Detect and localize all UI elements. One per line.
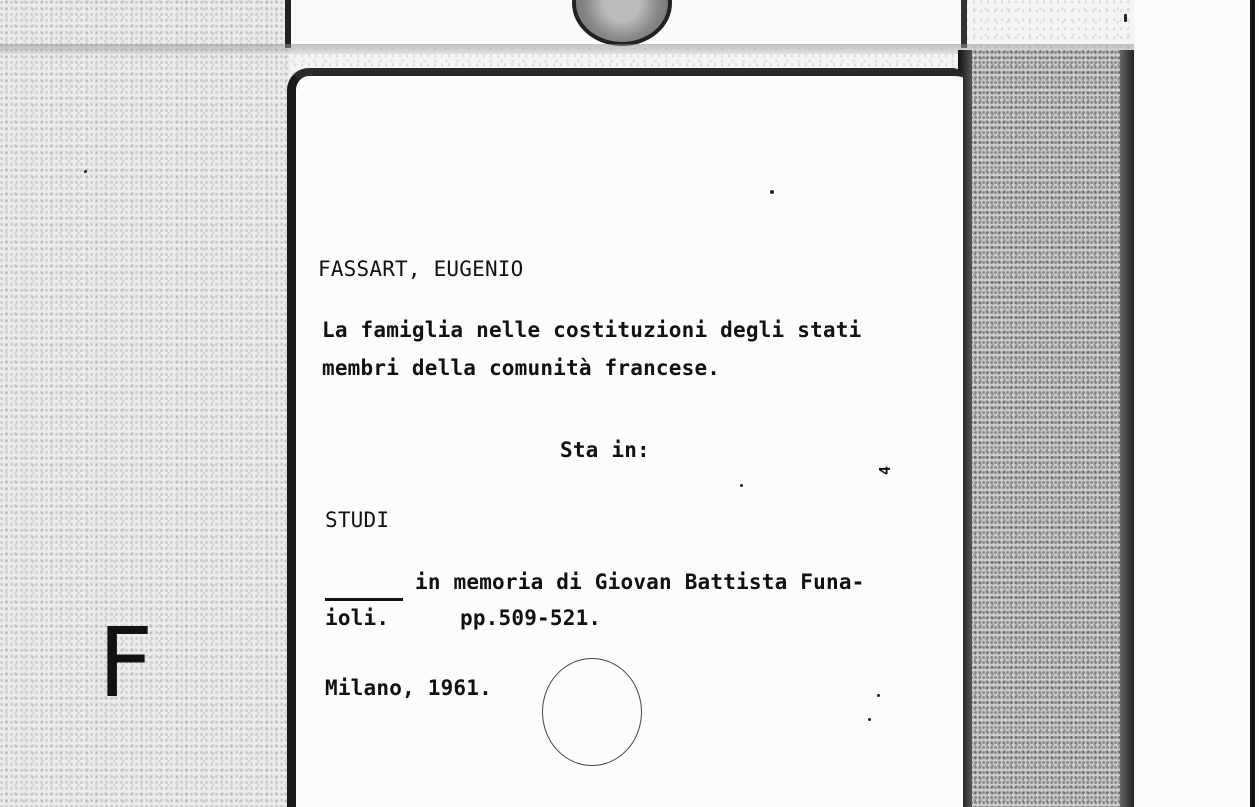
- ditto-dash: [325, 598, 403, 601]
- card-punch-hole: [542, 658, 642, 766]
- shelf-mark: 4: [876, 465, 894, 476]
- card-subtitle-line-2: ioli.: [325, 606, 390, 630]
- right-card-stack: [958, 50, 1134, 807]
- drawer-letter-label: F: [98, 607, 154, 719]
- dust-speck: [740, 484, 743, 487]
- card-title-line-2: membri della comunità francese.: [322, 356, 721, 380]
- dust-speck: [84, 170, 87, 173]
- dust-speck: [1124, 14, 1127, 22]
- dust-speck: [770, 190, 774, 194]
- card-place-year: Milano, 1961.: [325, 676, 492, 700]
- far-right-margin: [1134, 0, 1259, 807]
- card-pages: pp.509-521.: [460, 606, 602, 630]
- card-volume-title: STUDI: [325, 508, 390, 532]
- dust-speck: [868, 718, 871, 721]
- card-author: FASSART, EUGENIO: [318, 257, 524, 281]
- contained-in-label: Sta in:: [560, 438, 650, 462]
- card-subtitle-line-1: in memoria di Giovan Battista Funa-: [415, 570, 865, 594]
- far-right-border: [1250, 0, 1255, 807]
- card-stack-edge-right: [1120, 50, 1134, 807]
- card-title-line-1: La famiglia nelle costituzioni degli stati: [322, 318, 862, 342]
- dust-speck: [877, 694, 880, 697]
